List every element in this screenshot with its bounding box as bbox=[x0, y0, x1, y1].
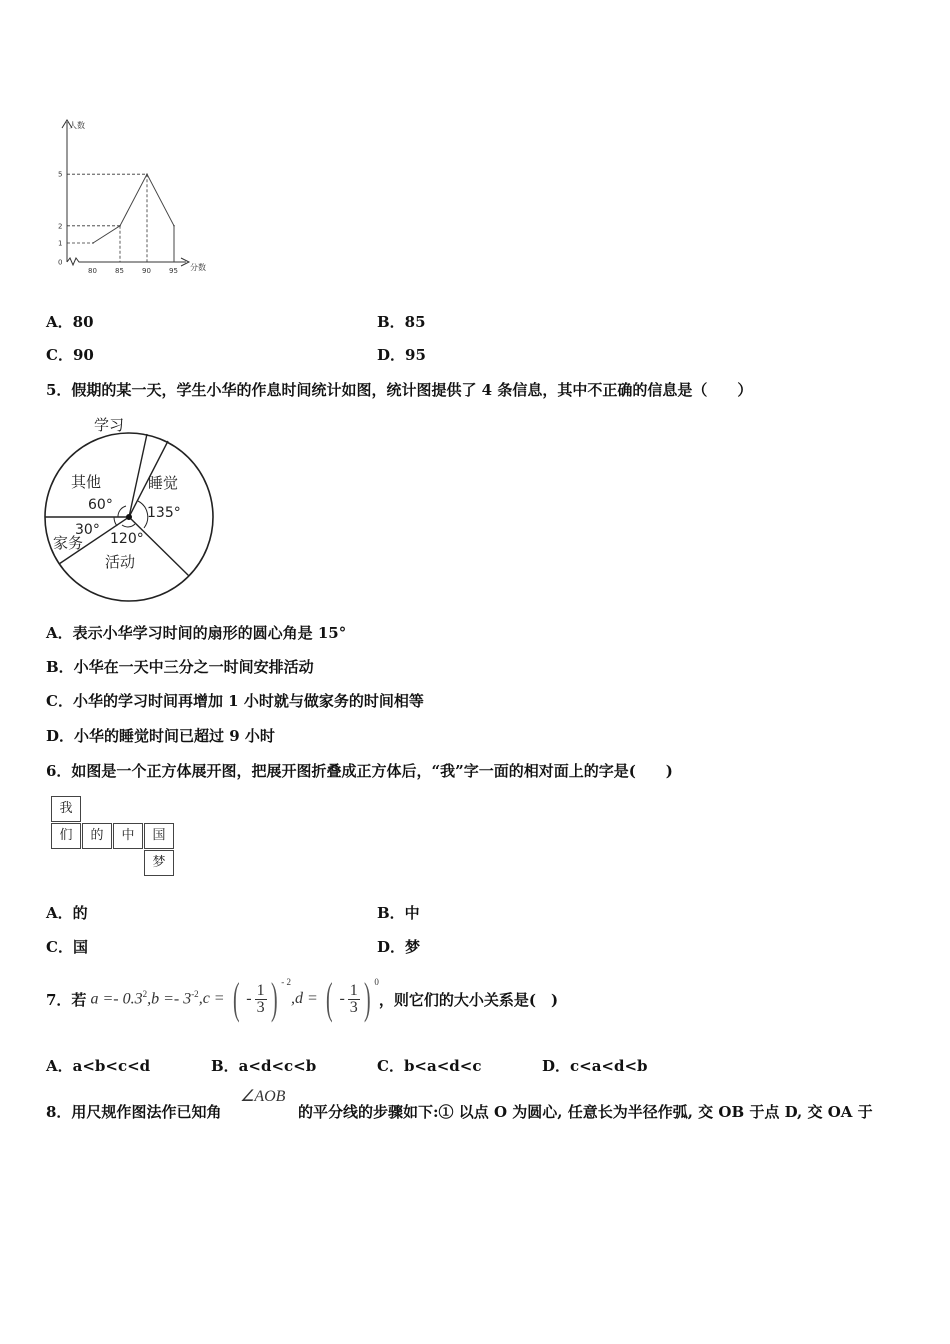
q7-option-d[interactable]: D．c<a<d<b bbox=[542, 1057, 648, 1075]
q7-stem bbox=[46, 973, 558, 1025]
q7-b-expr: $,b =- 3^{-2}$ bbox=[147, 989, 199, 1008]
angle-arc-activity bbox=[122, 524, 135, 527]
q4-option-d[interactable]: D．95 bbox=[377, 346, 426, 364]
q6-option-a[interactable]: A．的 bbox=[46, 904, 88, 922]
label-chores: 家务 bbox=[53, 534, 84, 552]
data-point-95 bbox=[173, 225, 175, 227]
q7-suffix: ，则它们的大小关系是( ) bbox=[378, 990, 559, 1009]
chart-axes bbox=[62, 120, 189, 266]
q7-option-c[interactable]: C．b<a<d<c bbox=[377, 1057, 482, 1075]
label-activity: 活动 bbox=[105, 553, 136, 571]
q6-option-d[interactable]: D．梦 bbox=[377, 938, 421, 956]
q6-option-b[interactable]: B．中 bbox=[377, 904, 420, 922]
angle-activity: 120° bbox=[110, 531, 144, 547]
q8-angle-aob: ∠AOB bbox=[240, 1088, 286, 1105]
x-tick-80: 80 bbox=[88, 267, 97, 275]
x-axis bbox=[67, 258, 186, 265]
chart-guide-lines bbox=[67, 174, 174, 262]
y-axis-label: 人数 bbox=[69, 121, 85, 130]
q8-suffix: 的平分线的步骤如下:① 以点 O 为圆心, 任意长为半径作弧, 交 OB 于点 D, 交 OA 于 bbox=[298, 1103, 873, 1121]
pie-center bbox=[126, 514, 132, 520]
x-tick-85: 85 bbox=[115, 267, 124, 275]
chart-series bbox=[92, 173, 175, 262]
x-tick-90: 90 bbox=[142, 267, 151, 275]
score-frequency-line-chart bbox=[40, 110, 230, 285]
q5-stem: 5．假期的某一天，学生小华的作息时间统计如图，统计图提供了 4 条信息，其中不正确的信息是（ ） bbox=[46, 381, 753, 399]
q4-option-a[interactable]: A．80 bbox=[46, 313, 94, 331]
q6-option-c[interactable]: C．国 bbox=[46, 938, 88, 956]
net-cell-guo: 国 bbox=[144, 823, 174, 849]
label-other: 其他 bbox=[71, 473, 102, 491]
q5-option-c[interactable]: C．小华的学习时间再增加 1 小时就与做家务的时间相等 bbox=[46, 692, 424, 710]
q6-stem: 6．如图是一个正方体展开图，把展开图折叠成正方体后，“我”字一面的相对面上的字是( ) bbox=[46, 762, 673, 780]
q8-prefix: 8．用尺规作图法作已知角 bbox=[46, 1103, 222, 1121]
label-study: 学习 bbox=[94, 416, 125, 434]
angle-other: 60° bbox=[88, 497, 113, 513]
q5-option-b[interactable]: B．小华在一天中三分之一时间安排活动 bbox=[46, 658, 314, 676]
net-cell-zhong: 中 bbox=[113, 823, 143, 849]
series-line bbox=[93, 174, 174, 243]
q7-d-expr: ,d = ( - $\frac{1}{3}$ ) $^0$ bbox=[290, 974, 379, 1024]
q7-c-expr: ,c = ( - $\frac{1}{3}$ ) $^{- 2}$ bbox=[198, 974, 291, 1024]
angle-sleep: 135° bbox=[147, 505, 181, 521]
angle-arc-chores bbox=[114, 517, 117, 526]
y-tick-2: 2 bbox=[58, 222, 63, 231]
data-point-80 bbox=[92, 242, 94, 244]
q7-prefix: 7．若 bbox=[46, 990, 87, 1009]
y-tick-5: 5 bbox=[58, 170, 63, 179]
net-cell-meng: 梦 bbox=[144, 850, 174, 876]
angle-arc-other bbox=[118, 506, 126, 517]
net-cell-de: 的 bbox=[82, 823, 112, 849]
y-tick-1: 1 bbox=[58, 239, 63, 248]
q5-option-d[interactable]: D．小华的睡觉时间已超过 9 小时 bbox=[46, 727, 275, 745]
chart-tick-labels bbox=[58, 171, 178, 275]
q7-a-expr: $a =- 0.3^2$ bbox=[90, 989, 148, 1008]
x-axis-label: 分数 bbox=[190, 263, 206, 272]
label-sleep: 睡觉 bbox=[148, 474, 179, 492]
q4-option-c[interactable]: C．90 bbox=[46, 346, 94, 364]
data-point-85 bbox=[119, 225, 121, 227]
pie-divider-study-left bbox=[129, 434, 147, 517]
q7-option-b[interactable]: B．a<d<c<b bbox=[211, 1057, 317, 1075]
net-cell-wo: 我 bbox=[51, 796, 81, 822]
q5-option-a[interactable]: A．表示小华学习时间的扇形的圆心角是 15° bbox=[46, 624, 347, 642]
y-tick-0: 0 bbox=[58, 258, 63, 267]
x-tick-95: 95 bbox=[169, 267, 178, 275]
q4-option-b[interactable]: B．85 bbox=[377, 313, 426, 331]
data-point-90 bbox=[146, 173, 148, 175]
daily-schedule-pie-chart bbox=[38, 410, 228, 605]
angle-chores: 30° bbox=[75, 522, 100, 538]
q7-option-a[interactable]: A．a<b<c<d bbox=[46, 1057, 151, 1075]
net-cell-men: 们 bbox=[51, 823, 81, 849]
